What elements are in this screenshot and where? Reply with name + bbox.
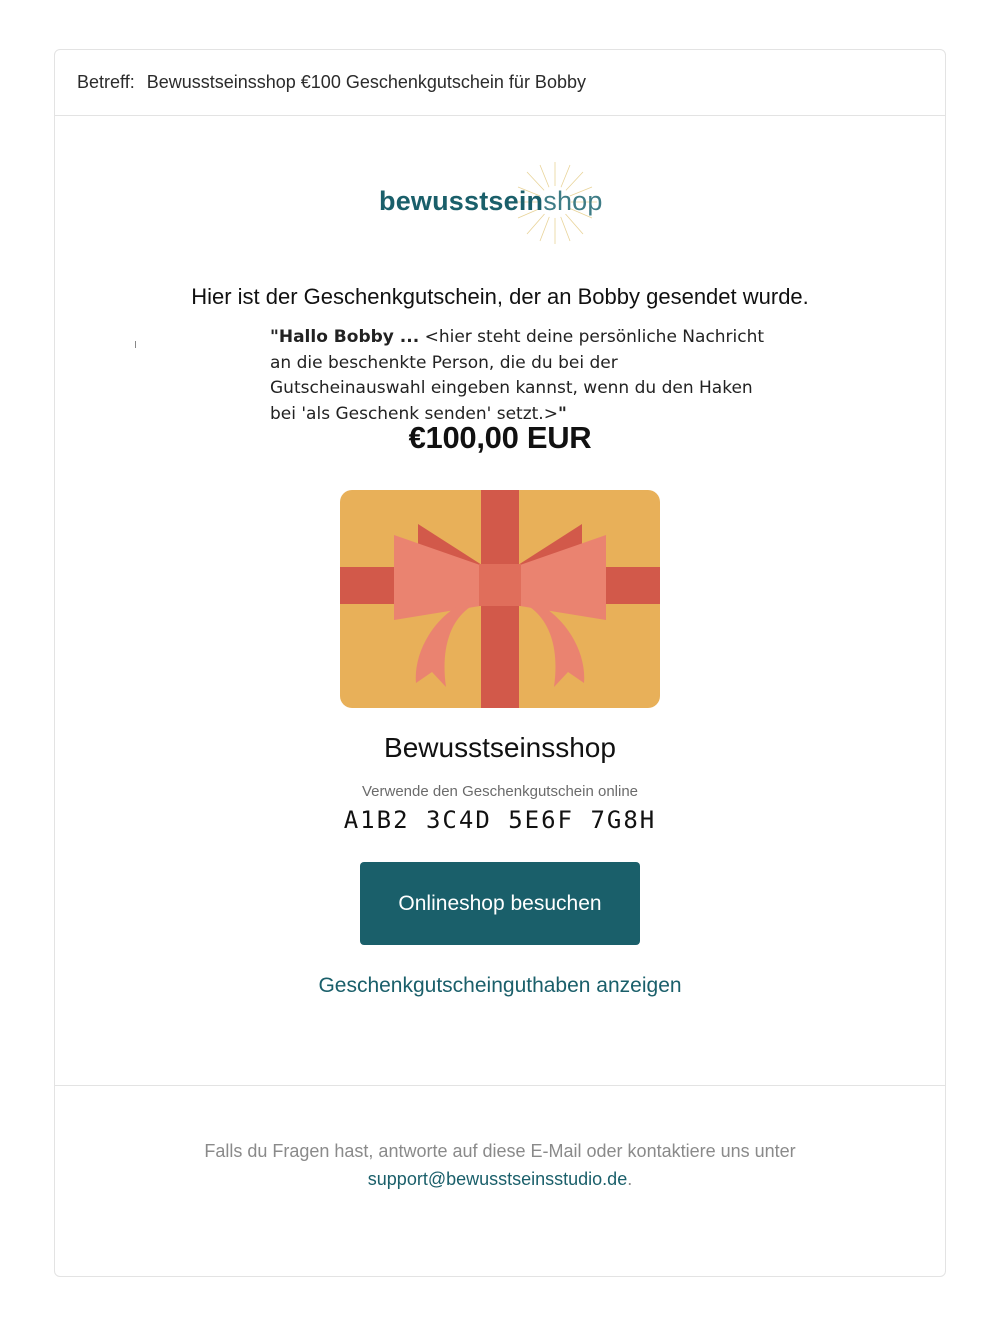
logo-part-1: bewusstsein xyxy=(379,186,544,216)
show-balance-link[interactable]: Geschenkgutscheinguthaben anzeigen xyxy=(318,974,682,997)
shop-name: Bewusstseinsshop xyxy=(384,732,616,763)
support-email-link[interactable]: support@bewusstseinsstudio.de xyxy=(367,1169,628,1189)
email-subject-bar xyxy=(55,50,945,116)
text-cursor-mark xyxy=(135,341,136,348)
footer-text xyxy=(55,1137,945,1193)
subject-text: Bewusstseinsshop €100 Geschenkgutschein für Bobby xyxy=(146,72,586,92)
gift-icon xyxy=(340,490,660,708)
subject-label: Betreff: xyxy=(77,72,135,92)
headline: Hier ist der Geschenkgutschein, der an Bobby gesendet wurde. xyxy=(191,284,809,309)
personal-message xyxy=(270,325,770,427)
voucher-code: A1B2 3C4D 5E6F 7G8H xyxy=(343,806,657,834)
message-close-quote: " xyxy=(557,403,567,424)
use-online-label: Verwende den Geschenkgutschein online xyxy=(361,783,639,800)
email-card xyxy=(54,49,946,1277)
logo-part-2: shop xyxy=(543,186,603,216)
visit-shop-button[interactable]: Onlineshop besuchen xyxy=(360,862,640,945)
email-body xyxy=(55,116,945,1086)
message-text: <hier steht deine persönliche Nachricht an die beschenkte Person, die du bei der Gutscheinauswahl eingeben kannst, wenn du den Haken bei 'als Geschenk senden' setzt.> xyxy=(270,327,765,424)
logo-wordmark xyxy=(379,186,603,217)
shop-logo xyxy=(377,162,617,248)
footer-message: Falls du Fragen hast, antworte auf diese E-Mail oder kontaktiere uns unter xyxy=(204,1141,796,1161)
message-open-quote: " xyxy=(270,327,279,347)
footer-period: . xyxy=(627,1169,633,1189)
voucher-amount: €100,00 EUR xyxy=(408,420,592,455)
message-greeting: Hallo Bobby ... xyxy=(278,327,420,347)
